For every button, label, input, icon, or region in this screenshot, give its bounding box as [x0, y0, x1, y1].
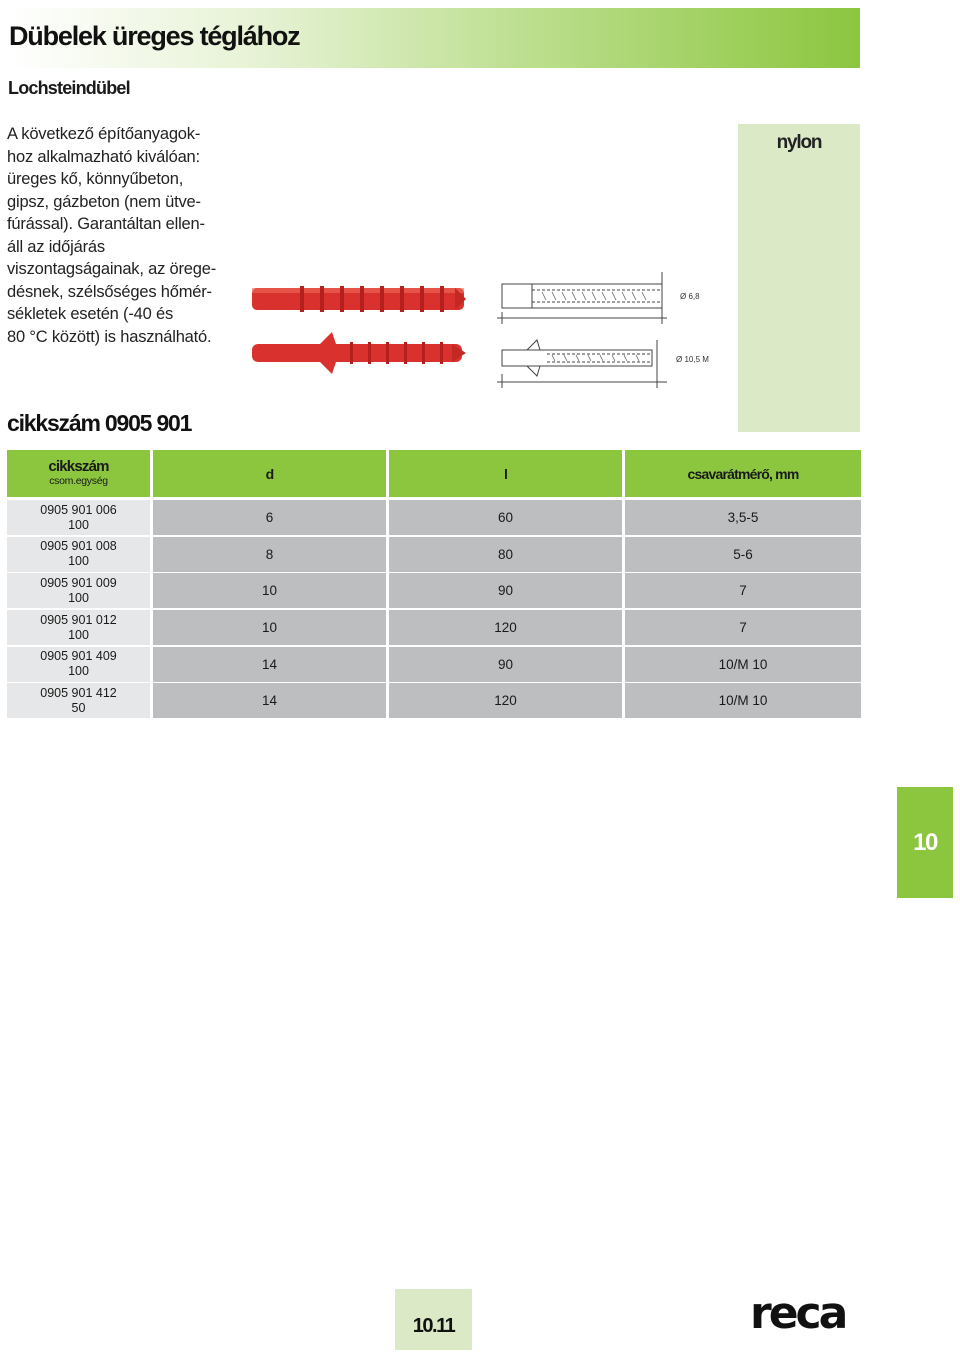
product-subtitle: Lochsteindübel	[8, 78, 130, 98]
l-cell: 90	[389, 647, 622, 682]
header-d: d	[153, 450, 386, 497]
table-row	[7, 537, 861, 574]
pack-unit: 100	[68, 590, 89, 605]
header-article	[7, 450, 150, 497]
article-cell	[7, 573, 150, 608]
table-header	[7, 450, 861, 497]
screw-cell: 10/M 10	[625, 647, 861, 682]
article-number: 0905 901 006	[40, 502, 117, 517]
technical-drawing	[492, 268, 712, 390]
header-unit-label: csom.egység	[49, 474, 108, 487]
screw-cell: 7	[625, 573, 861, 608]
article-cell	[7, 683, 150, 718]
table-row	[7, 683, 861, 720]
article-number: 0905 901 409	[40, 649, 117, 664]
title-bar	[7, 8, 860, 68]
article-number: 0905 901 412	[40, 685, 117, 700]
l-cell: 90	[389, 573, 622, 608]
screw-cell: 7	[625, 610, 861, 645]
page-number: 10.11	[412, 1315, 455, 1337]
material-box	[738, 124, 860, 432]
article-cell	[7, 647, 150, 682]
chapter-number: 10	[913, 828, 937, 856]
article-cell	[7, 610, 150, 645]
table-row	[7, 647, 861, 684]
pack-unit: 100	[68, 627, 89, 642]
table-row	[7, 500, 861, 537]
logo-text: reca	[750, 1290, 846, 1334]
header-article-label: cikkszám	[48, 457, 109, 475]
l-cell: 80	[389, 537, 622, 572]
material-label: nylon	[776, 132, 822, 153]
plug-image-bottom	[252, 332, 466, 374]
article-number: 0905 901 009	[40, 575, 117, 590]
header-screw: csavarátmérő, mm	[625, 450, 861, 497]
pack-unit: 100	[68, 517, 89, 532]
dim-label-top: Ø 6,8	[680, 292, 700, 301]
d-cell: 8	[153, 537, 386, 572]
screw-cell: 5-6	[625, 537, 861, 572]
plug-image-top	[252, 286, 466, 312]
screw-cell: 10/M 10	[625, 683, 861, 718]
d-cell: 14	[153, 683, 386, 718]
d-cell: 14	[153, 647, 386, 682]
l-cell: 120	[389, 683, 622, 718]
article-cell	[7, 500, 150, 535]
screw-cell: 3,5-5	[625, 500, 861, 535]
reca-logo	[750, 1290, 862, 1334]
table-body	[7, 500, 861, 720]
table-row	[7, 573, 861, 610]
table-row	[7, 610, 861, 647]
pack-unit: 100	[68, 554, 89, 569]
d-cell: 10	[153, 573, 386, 608]
product-table	[7, 450, 861, 715]
product-photo	[250, 262, 468, 388]
l-cell: 60	[389, 500, 622, 535]
pack-unit: 100	[68, 664, 89, 679]
pack-unit: 50	[71, 700, 86, 715]
article-cell	[7, 537, 150, 572]
product-description: A következő építőanyagok- hoz alkalmazható kiválóan: üreges kő, könnyűbeton, gipsz, gázbeton (nem ütve- fúrással). Garantáltan ellen- áll az időjárás viszontagságainak, az örege- désnek, szélsőséges hőmér- sékletek esetén (-40 és 80 °C között) is használható.	[7, 125, 217, 346]
l-cell: 120	[389, 610, 622, 645]
section-title: cikkszám 0905 901	[7, 410, 192, 436]
page-title: Dübelek üreges téglához	[9, 21, 300, 51]
header-l: l	[389, 450, 622, 497]
chapter-tab	[897, 787, 953, 898]
dim-label-bottom: Ø 10,5 M	[676, 355, 709, 364]
article-number: 0905 901 012	[40, 612, 117, 627]
page-number-box	[395, 1289, 472, 1350]
d-cell: 6	[153, 500, 386, 535]
d-cell: 10	[153, 610, 386, 645]
article-number: 0905 901 008	[40, 539, 117, 554]
